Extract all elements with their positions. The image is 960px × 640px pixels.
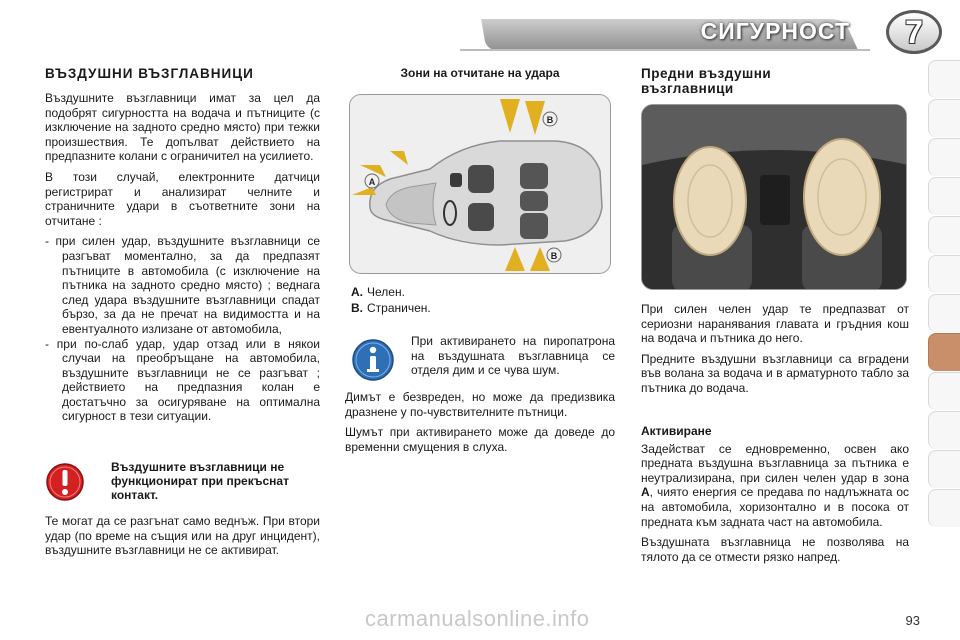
legend-text: Страничен. xyxy=(367,301,431,315)
paragraph xyxy=(641,442,909,530)
chapter-tab[interactable] xyxy=(928,255,960,293)
column-impact-zones xyxy=(345,60,615,460)
chapter-tab[interactable] xyxy=(928,372,960,410)
paragraph: Те могат да се разгънат само веднъж. При втори удар (по време на същия или на друг инцидент), въздушните възглавници не се активират. xyxy=(45,514,320,558)
list-item: - при силен удар, въздушните възглавници се разгъват моментално, за да предпазят пътниците в автомобила (с изключение на пътника на задното средно място) ; веднага след удара въздушните възглавници спадат бързо, за да не пречат на видимостта и на евентуалното излизане от автомобила, xyxy=(45,234,320,336)
legend-key: B. xyxy=(351,301,363,315)
zone-b-label: B xyxy=(546,115,554,125)
chapter-tab[interactable] xyxy=(928,99,960,137)
paragraph: В този случай, електронните датчици регистрират и анализират челните и страничните удари в съответните зони на отчитане : xyxy=(45,169,320,228)
text-span: Задействат се едновременно, освен ако предната въздушна възглавница за пътника е неутрализирана, при силен челен удар в зона xyxy=(641,441,909,485)
column-airbags xyxy=(45,60,320,564)
section-subtitle xyxy=(641,66,909,96)
warning-icon xyxy=(45,462,85,502)
paragraph: Шумът при активирането може да доведе до временни смущения в слуха. xyxy=(345,425,615,454)
zone-b-label: B xyxy=(550,251,558,261)
watermark: carmanualsonline.info xyxy=(365,606,590,631)
chapter-tab[interactable] xyxy=(928,216,960,254)
impact-zones-figure xyxy=(349,94,611,274)
paragraph: Въздушната възглавница не позволява на тялото да се отмести рязко напред. xyxy=(641,535,909,564)
chapter-badge: 7 xyxy=(886,10,942,54)
column-front-airbags xyxy=(641,60,909,570)
title-line: Предни въздушни xyxy=(641,66,772,81)
section-subtitle: Зони на отчитане на удара xyxy=(400,66,560,80)
paragraph: При силен челен удар те предпазват от сериозни наранявания главата и гръдния кош на водача и пътника до него. xyxy=(641,302,909,346)
car-top-view-illustration xyxy=(350,95,611,274)
list-item: - при по-слаб удар, удар отзад или в някои случаи на преобръщане на автомобила, въздушните възглавници не се разгъват ; действието на предпазния колан е достатъчно за осигуряване на оптимална сигурност в тези ситуации. xyxy=(45,336,320,424)
front-airbags-illustration xyxy=(642,105,907,290)
legend-key: A. xyxy=(351,285,363,299)
header-band xyxy=(440,0,960,58)
zone-a-label: A xyxy=(368,177,376,187)
legend-item xyxy=(351,300,615,316)
chapter-tab[interactable] xyxy=(928,411,960,449)
bullet-list xyxy=(45,234,320,424)
chapter-tab[interactable] xyxy=(928,489,960,527)
front-airbags-figure xyxy=(641,104,907,290)
text-span: , чиято енергия се предава по надлъжната ос на автомобила, хоризонтално и в посока от предната към задната част на автомобила. xyxy=(641,485,909,529)
subsection-title: Активиране xyxy=(641,423,712,438)
section-title: ВЪЗДУШНИ ВЪЗГЛАВНИЦИ xyxy=(45,66,254,81)
chapter-tab[interactable] xyxy=(928,138,960,176)
page-number: 93 xyxy=(905,613,920,628)
legend-text: Челен. xyxy=(367,285,405,299)
title-line: възглавници xyxy=(641,81,734,96)
info-box xyxy=(345,334,615,382)
chapter-tab[interactable] xyxy=(928,177,960,215)
chapter-tab[interactable] xyxy=(928,60,960,98)
legend-item xyxy=(351,284,615,300)
paragraph: Димът е безвреден, но може да предизвика дразнене у по-чувствителните пътници. xyxy=(345,390,615,419)
info-icon xyxy=(351,338,395,382)
paragraph: Предните въздушни възглавници са вградени във волана за водача и в арматурното табло за пътника до водача. xyxy=(641,351,909,395)
paragraph: Въздушните възглавници имат за цел да подобрят сигурността на водача и пътниците (с изключение на задното средно място) при тежки произшествия. Те допълват действието на предпазните колани с ограничител на усилието. xyxy=(45,91,320,164)
info-text: При активирането на пиропатрона на въздушната възглавница се отделя дим и се чува шум. xyxy=(411,334,615,378)
page-title: СИГУРНОСТ xyxy=(700,18,850,44)
chapter-tab-active[interactable] xyxy=(928,333,960,371)
chapter-tabs xyxy=(928,60,960,528)
chapter-tab[interactable] xyxy=(928,450,960,488)
zone-reference: A xyxy=(641,485,650,500)
warning-box xyxy=(45,460,320,502)
warning-text: Въздушните възглавници не функционират при прекъснат контакт. xyxy=(111,460,289,503)
chapter-tab[interactable] xyxy=(928,294,960,332)
